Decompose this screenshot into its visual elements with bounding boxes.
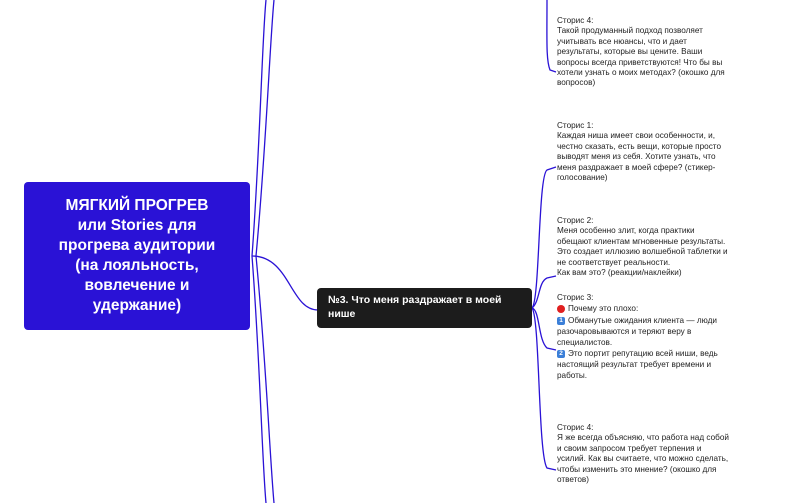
note-line: Обманутые ожидания клиента — люди: [568, 315, 717, 325]
root-title: МЯГКИЙ ПРОГРЕВ или Stories для прогрева аудитории (на лояльность, вовлечение и удержание): [58, 197, 216, 314]
list-item: [557, 304, 757, 314]
note-line: честно сказать, есть вещи, которые просто: [557, 141, 722, 151]
note-line: учитывать все нюансы, что и дает: [557, 36, 687, 46]
note-line: чтобы изменить это мнение? (окошко для: [557, 464, 717, 474]
note-line: Меня особенно злит, когда практики: [557, 226, 695, 236]
red-circle-icon: [557, 305, 565, 313]
note-line: Каждая ниша имеет свои особенности, и,: [557, 131, 716, 141]
note-line: Это создает иллюзию волшебной таблетки и: [557, 247, 728, 257]
note-line: и своим запросом требует терпения и: [557, 443, 702, 453]
note-line: Такой продуманный подход позволяет: [557, 26, 703, 36]
note-line: не соответствует реальности.: [557, 257, 671, 267]
note-line: обещают клиентам мгновенные результаты.: [557, 236, 726, 246]
note-line: результаты, которые вы цените. Ваши: [557, 47, 703, 57]
note-line: Сторис 1:: [557, 121, 594, 130]
note-line: Почему это плохо:: [568, 304, 639, 314]
note-line: Сторис 2:: [557, 216, 594, 225]
note-line: ответов): [557, 475, 589, 485]
note-line: вопросов): [557, 78, 596, 88]
keycap-two-icon: 2: [557, 350, 565, 358]
note-top-stories-4: [557, 16, 757, 89]
note-line: Я же всегда объясняю, что работа над собой: [557, 433, 729, 443]
note-stories-2: [557, 216, 757, 278]
note-line: выводят меня из себя. Хотите узнать, что: [557, 152, 716, 162]
note-stories-1: [557, 121, 757, 183]
connector-root-branch: [252, 256, 318, 310]
note-line: специалистов.: [557, 337, 613, 347]
note-line: хотели узнать о моих методах? (окошко для: [557, 68, 725, 78]
branch-label: №3. Что меня раздражает в моей нише: [328, 294, 502, 320]
note-line: Это портит репутацию всей ниши, ведь: [568, 349, 718, 359]
root-node[interactable]: [24, 182, 250, 330]
connector-top-note: [547, 0, 556, 72]
note-line: Сторис 4:: [557, 423, 594, 432]
note-line: меня раздражает в моей сфере? (стикер-: [557, 162, 716, 172]
note-line: настоящий результат требует времени и: [557, 360, 712, 370]
note-stories-4: [557, 423, 757, 485]
note-line: Сторис 4:: [557, 16, 594, 25]
connector-trunk-top-2: [256, 0, 274, 256]
keycap-one-icon: 1: [557, 317, 565, 325]
note-line: Как вам это? (реакции/наклейки): [557, 268, 682, 278]
note-line: разочаровываются и теряют веру в: [557, 327, 692, 337]
connector-trunk-bottom-2: [256, 256, 274, 503]
connector-branch-note-1: [532, 167, 556, 308]
branch-node-3[interactable]: [317, 288, 532, 328]
list-item: [557, 349, 757, 359]
note-line: голосование): [557, 173, 608, 183]
note-line: усилий. Как вы считаете, что можно сделать,: [557, 454, 729, 464]
note-title: Сторис 3:: [557, 293, 594, 302]
note-line: работы.: [557, 370, 588, 380]
note-stories-3: [557, 293, 757, 381]
list-item: [557, 316, 757, 326]
connector-branch-note-4: [532, 308, 556, 470]
note-line: вопросы всегда приветствуются! Что бы вы: [557, 57, 723, 67]
